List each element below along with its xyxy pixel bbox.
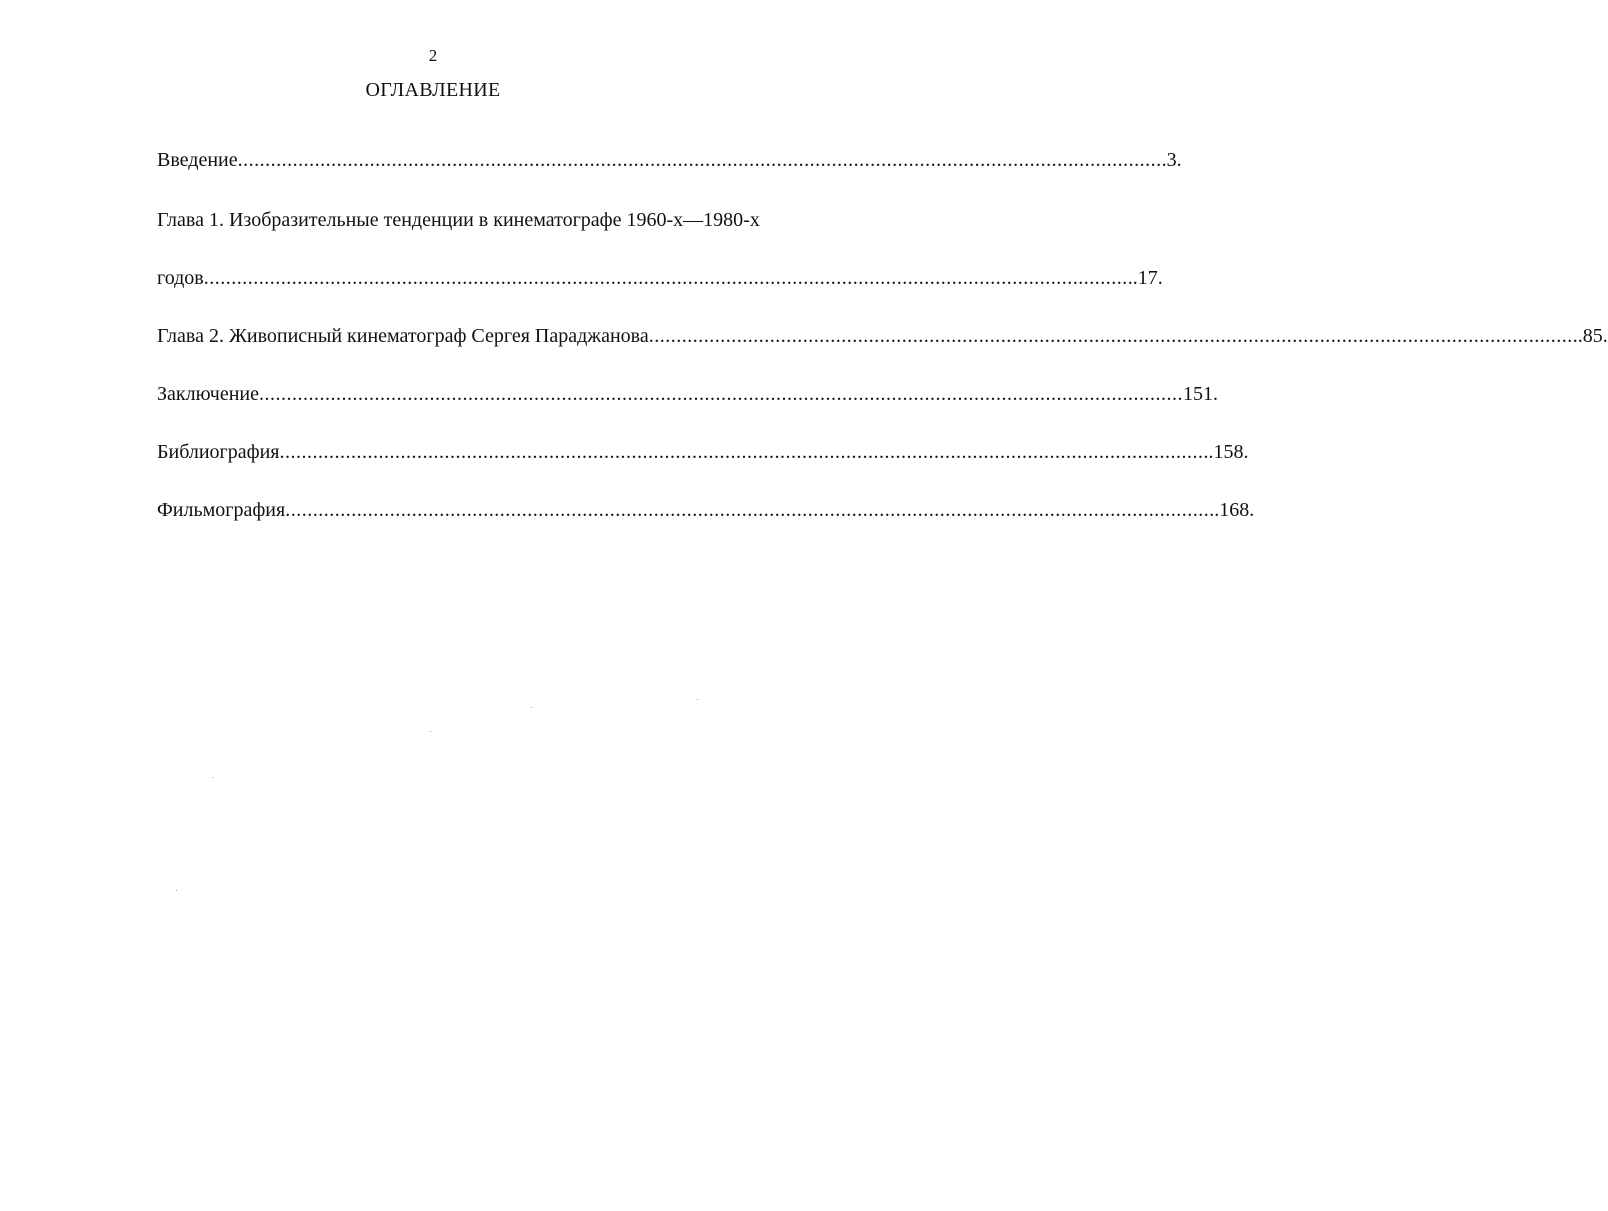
toc-entry-label: Глава 2. Живописный кинематограф Сергея Параджанова [157,325,649,347]
toc-entry-chapter-1[interactable] [157,208,760,232]
scan-speck [176,890,177,891]
toc-dot-leader: ........................................................................................................................................................................ [237,149,1162,171]
toc-entry-introduction[interactable] [157,148,1182,172]
scan-speck [531,707,532,708]
toc-dot-leader: ........................................................................................................................................................................ [203,267,1128,289]
toc-dot-leader: ........................................................................................................................................................................ [648,325,1573,347]
scan-speck [430,731,431,732]
toc-dot-leader: ........................................................................................................................................................................ [259,383,1183,405]
toc-page-number: 151. [1183,383,1218,405]
scan-speck [212,777,213,778]
toc-page-number: .3. [1161,149,1182,171]
page-number: 2 [428,46,438,65]
scan-speck [697,699,698,700]
toc-page-number: ..158. [1203,441,1249,463]
toc-page-number: ..85. [1572,325,1608,347]
toc-entry-label: годов [157,267,204,289]
toc-entry-bibliography[interactable] [157,440,1249,464]
toc-dot-leader: ........................................................................................................................................................................ [285,499,1210,521]
toc-entry-label: Глава 1. Изобразительные тенденции в кинематографе 1960-х—1980-х [157,209,760,231]
toc-entry-label: Библиография [157,441,280,463]
toc-entry-label: Введение [157,149,238,171]
toc-dot-leader: ........................................................................................................................................................................ [279,441,1204,463]
toc-entry-conclusion[interactable] [157,382,1218,406]
toc-entry-filmography[interactable] [157,498,1255,522]
toc-entry-chapter-2[interactable] [157,324,1608,348]
toc-page-number: ..17. [1127,267,1163,289]
toc-entry-label: Фильмография [157,499,286,521]
toc-page-number: ..168. [1209,499,1255,521]
toc-entry-chapter-1-continued[interactable] [157,266,1163,290]
toc-entry-label: Заключение [157,383,259,405]
page-title: ОГЛАВЛЕНИЕ [365,79,501,101]
